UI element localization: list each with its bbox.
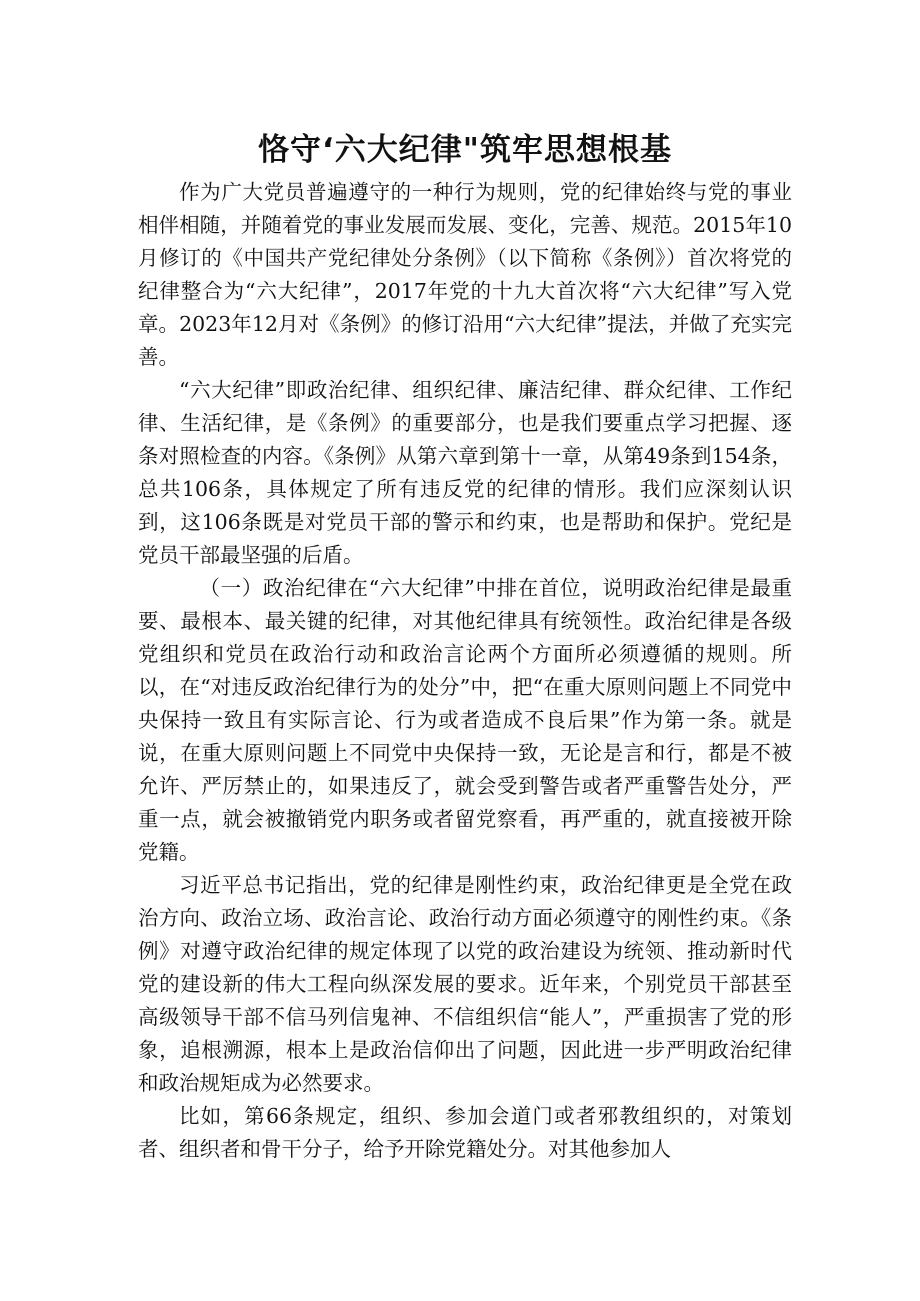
paragraph-six-disciplines: “六大纪律”即政治纪律、组织纪律、廉洁纪律、群众纪律、工作纪律、生活纪律，是《条例》的重要部分，也是我们要重点学习把握、逐条对照检查的内容。《条例》从第六章到第十一章，从第49条到154条，总共106条，具体规定了所有违反党的纪律的情形。我们应深刻认识到，这106条既是对党员干部的警示和约束，也是帮助和保护。党纪是党员干部最坚强的后盾。 bbox=[138, 378, 792, 567]
paragraph-intro: 作为广大党员普遍遵守的一种行为规则，党的纪律始终与党的事业相伴相随，并随着党的事业发展而发展、变化，完善、规范。2015年10月修订的《中国共产党纪律处分条例》（以下简称《条例》）首次将党的纪律整合为“六大纪律”，2017年党的十九大首次将“六大纪律”写入党章。2023年12月对《条例》的修订沿用“六大纪律”提法，并做了充实完善。 bbox=[138, 180, 792, 369]
document-title: 恪守‘六大纪律"筑牢思想根基 bbox=[258, 132, 672, 168]
paragraph-xi-quote: 习近平总书记指出，党的纪律是刚性约束，政治纪律更是全党在政治方向、政治立场、政治言论、政治行动方面必须遵守的刚性约束。《条例》对遵守政治纪律的规定体现了以党的政治建设为统领、推动新时代党的建设新的伟大工程向纵深发展的要求。近年来，个别党员干部甚至高级领导干部不信马列信鬼神、不信组织信“能人”，严重损害了党的形象，追根溯源，根本上是政治信仰出了问题，因此进一步严明政治纪律和政治规矩成为必然要求。 bbox=[138, 873, 792, 1095]
paragraph-political-discipline: （一）政治纪律在“六大纪律”中排在首位，说明政治纪律是最重要、最根本、最关键的纪律，对其他纪律具有统领性。政治纪律是各级党组织和党员在政治行动和政治言论两个方面所必须遵循的规则。所以，在“对违反政治纪律行为的处分”中，把“在重大原则问题上不同党中央保持一致且有实际言论、行为或者造成不良后果”作为第一条。就是说，在重大原则问题上不同党中央保持一致，无论是言和行，都是不被允许、严厉禁止的，如果违反了，就会受到警告或者严重警告处分，严重一点，就会被撤销党内职务或者留党察看，再严重的，就直接被开除党籍。 bbox=[138, 576, 792, 864]
paragraph-article-66: 比如，第66条规定，组织、参加会道门或者邪教组织的，对策划者、组织者和骨干分子，给予开除党籍处分。对其他参加人 bbox=[138, 1104, 792, 1161]
